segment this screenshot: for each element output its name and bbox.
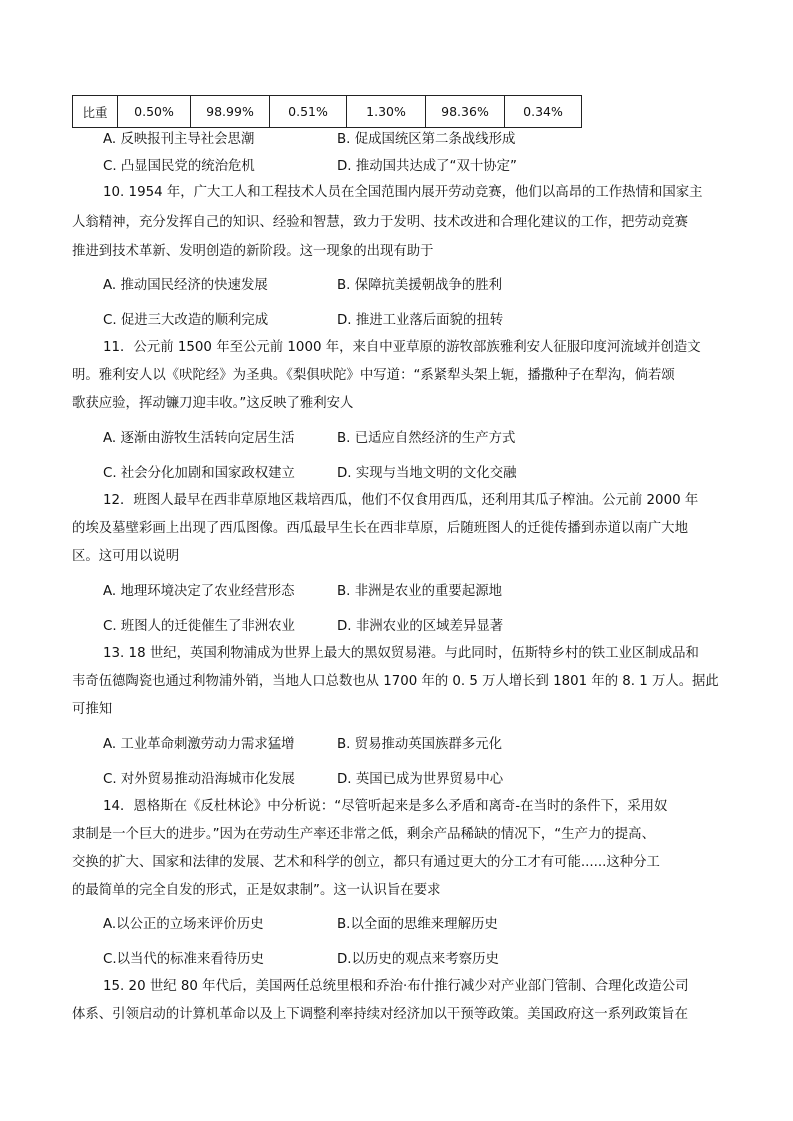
q14-stem-line: 隶制是一个巨大的进步。”因为在劳动生产率还非常之低，剩余产品稀缺的情况下，“生产力的提高、	[72, 827, 655, 842]
q14-option-c: C.以当代的标准来看待历史	[103, 952, 264, 967]
q10-option-a: A. 推动国民经济的快速发展	[103, 278, 268, 293]
q11-stem-line: 歌获应验，挥动镰刀迎丰收。”这反映了雅利安人	[72, 396, 354, 411]
q10-stem-line: 人翁精神，充分发挥自己的知识、经验和智慧，致力于发明、技术改进和合理化建议的工作，把劳动竞赛	[72, 215, 688, 230]
q10-option-d: D. 推进工业落后面貌的扭转	[337, 313, 504, 328]
q12-option-d: D. 非洲农业的区域差异显著	[337, 619, 504, 634]
q10-stem-line: 推进到技术革新、发明创造的新阶段。这一现象的出现有助于	[72, 244, 434, 259]
q13-option-a: A. 工业革命刺激劳动力需求猛增	[103, 737, 295, 752]
q10-stem-line: 10. 1954 年，广大工人和工程技术人员在全国范围内展开劳动竞赛，他们以高昂的工作热情和国家主	[103, 185, 703, 200]
table-cell: 0.51%	[270, 96, 347, 128]
q13-stem-line: 13. 18 世纪，英国利物浦成为世界上最大的黑奴贸易港。与此同时，伍斯特乡村的铁工业区制成品和	[103, 646, 699, 661]
q12-option-c: C. 班图人的迁徙催生了非洲农业	[103, 619, 295, 634]
q10-option-c: C. 促进三大改造的顺利完成	[103, 313, 269, 328]
q12-option-a: A. 地理环境决定了农业经营形态	[103, 584, 295, 599]
q13-option-d: D. 英国已成为世界贸易中心	[337, 772, 504, 787]
q11-stem-line: 明。雅利安人以《吠陀经》为圣典。《梨俱吠陀》中写道：“系紧犁头架上轭，播撒种子在犁沟，倘若颂	[72, 368, 675, 383]
q9-option-a: A. 反映报刊主导社会思潮	[103, 132, 255, 147]
q12-stem-line: 区。这可用以说明	[72, 549, 180, 564]
q12-option-b: B. 非洲是农业的重要起源地	[337, 584, 502, 599]
q13-option-b: B. 贸易推动英国族群多元化	[337, 737, 502, 752]
q11-stem-line: 11．公元前 1500 年至公元前 1000 年，来自中亚草原的游牧部族雅利安人征服印度河流域并创造文	[103, 340, 701, 355]
q13-option-c: C. 对外贸易推动沿海城市化发展	[103, 772, 295, 787]
q14-option-b: B.以全面的思维来理解历史	[337, 917, 498, 932]
table-cell: 98.36%	[426, 96, 505, 128]
q11-option-c: C. 社会分化加剧和国家政权建立	[103, 466, 295, 481]
table-cell: 98.99%	[191, 96, 270, 128]
q11-option-a: A. 逐渐由游牧生活转向定居生活	[103, 431, 295, 446]
q9-option-d: D. 推动国共达成了“双十协定”	[337, 159, 517, 174]
q15-stem-line: 15. 20 世纪 80 年代后，美国两任总统里根和乔治·布什推行减少对产业部门管制、合理化改造公司	[103, 979, 689, 994]
q14-stem-line: 的最简单的完全自发的形式，正是奴隶制”。这一认识旨在要求	[72, 883, 441, 898]
table-cell: 1.30%	[347, 96, 426, 128]
q13-stem-line: 可推知	[72, 702, 113, 717]
q14-option-d: D.以历史的观点来考察历史	[337, 952, 499, 967]
q14-stem-line: 交换的扩大、国家和法律的发展、艺术和科学的创立，都只有通过更大的分工才有可能......这种分工	[72, 855, 660, 870]
q9-option-b: B. 促成国统区第二条战线形成	[337, 132, 516, 147]
table-cell: 0.50%	[118, 96, 191, 128]
q11-option-b: B. 已适应自然经济的生产方式	[337, 431, 516, 446]
q12-stem-line: 的埃及墓壁彩画上出现了西瓜图像。西瓜最早生长在西非草原，后随班图人的迁徙传播到赤道以南广大地	[72, 521, 688, 536]
q15-stem-line: 体系、引领启动的计算机革命以及上下调整利率持续对经济加以干预等政策。美国政府这一系列政策旨在	[72, 1007, 688, 1022]
q13-stem-line: 韦奇伍德陶瓷也通过利物浦外销，当地人口总数也从 1700 年的 0. 5 万人增长到 1801 年的 8. 1 万人。据此	[72, 674, 719, 689]
q9-option-c: C. 凸显国民党的统治危机	[103, 159, 255, 174]
table-row	[73, 96, 582, 128]
table-cell: 0.34%	[505, 96, 582, 128]
q10-option-b: B. 保障抗美援朝战争的胜利	[337, 278, 502, 293]
q14-option-a: A.以公正的立场来评价历史	[103, 917, 264, 932]
ratio-table	[72, 95, 582, 128]
q14-stem-line: 14．恩格斯在《反杜林论》中分析说：“尽管听起来是多么矛盾和离奇-在当时的条件下，采用奴	[103, 799, 668, 814]
q12-stem-line: 12．班图人最早在西非草原地区栽培西瓜，他们不仅食用西瓜，还利用其瓜子榨油。公元前 2000 年	[103, 493, 699, 508]
table-cell: 比重	[73, 96, 118, 128]
q11-option-d: D. 实现与当地文明的文化交融	[337, 466, 517, 481]
